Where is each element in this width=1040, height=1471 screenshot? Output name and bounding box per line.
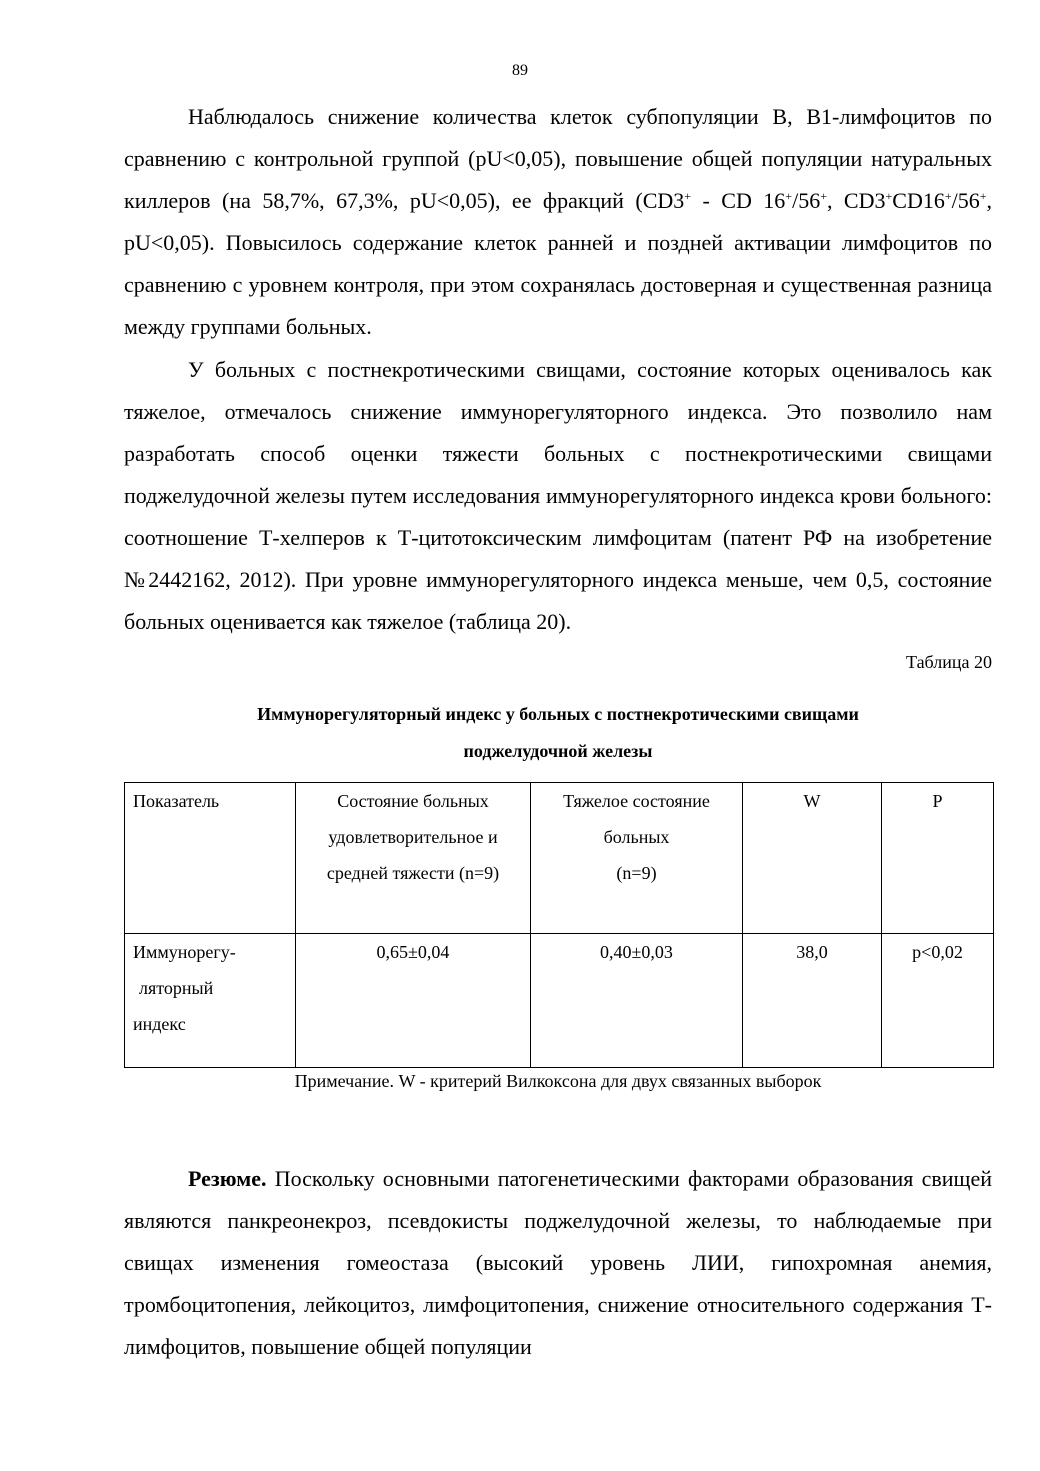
table-title-line-2: поджелудочной железы <box>463 741 653 761</box>
paragraph-1-block <box>124 96 992 348</box>
header-cell-text: удовлетворительное и <box>328 827 498 847</box>
header-cell-text: больных <box>603 827 670 847</box>
paragraph-1-text-e: CD16 <box>892 188 945 213</box>
table-caption: Таблица 20 <box>906 652 992 672</box>
superscript-plus: + <box>885 189 893 203</box>
paragraph-1-text-c: /56 <box>792 188 821 213</box>
table-header-row <box>125 783 994 934</box>
table-note: Примечание. W - критерий Вилкоксона для двух связанных выборок <box>294 1071 822 1091</box>
header-cell-indicator: Показатель <box>125 783 296 934</box>
row-cell-text: индекс <box>133 1014 186 1034</box>
paragraph-2-block <box>124 349 992 643</box>
row-cell-indicator <box>125 934 296 1068</box>
paragraph-1-text-a: Наблюдалось снижение количества клеток субпопуляции В, В1-лимфоцитов по сравнению с контрольной группой (pU<0,05), повышение общей популяции натуральных киллеров (на 58,7%, 67,3%, pU<0,05), ее фракций (CD3 <box>124 104 992 213</box>
superscript-plus: + <box>785 189 793 203</box>
resume-label: Резюме. <box>188 1166 267 1191</box>
header-cell-p: P <box>882 783 994 934</box>
header-cell-text: Состояние больных <box>337 791 489 811</box>
paragraph-1-text-b: - CD 16 <box>691 188 786 213</box>
header-cell-text: (n=9) <box>616 863 657 883</box>
table-title-line-1: Иммунорегуляторный индекс у больных с постнекротическими свищами <box>257 704 859 724</box>
superscript-plus: + <box>944 189 952 203</box>
header-cell-text: средней тяжести (n=9) <box>326 863 500 883</box>
header-cell-severe <box>531 783 743 934</box>
row-cell-p: p<0,02 <box>882 934 994 1068</box>
superscript-plus: + <box>820 189 827 203</box>
paragraph-2: У больных с постнекротическими свищами, состояние которых оценивалось как тяжелое, отмечалось снижение иммунорегуляторного индекса. Это позволило нам разработать способ оценки тяжести больных с постнекротическими свищами поджелудочной железы путем исследования иммунорегуляторного индекса крови больного: соотношение Т-хелперов к Т-цитотоксическим лимфоцитам (патент РФ на изобретение №2442162, 2012). При уровне иммунорегуляторного индекса меньше, чем 0,5, состояние больных оценивается как тяжелое (таблица 20). <box>124 357 992 634</box>
data-table <box>124 782 994 1068</box>
header-cell-satisfactory <box>296 783 531 934</box>
paragraph-1-text-g: , pU<0,05). Повысилось содержание клеток ранней и поздней активации лимфоцитов по сравнению с уровнем контроля, при этом сохранялась достоверная и существенная разница между группами больных. <box>124 188 993 339</box>
superscript-plus: + <box>979 189 987 203</box>
row-cell-severe: 0,40±0,03 <box>531 934 743 1068</box>
resume-text: Поскольку основными патогенетическими факторами образования свищей являются панкреонекроз, псевдокисты поджелудочной железы, то наблюдаемые при свищах изменения гомеостаза (высокий уровень ЛИИ, гипохромная анемия, тромбоцитопения, лейкоцитоз, лимфоцитопения, снижение относительного содержания Т-лимфоцитов, повышение общей популяции <box>124 1166 992 1359</box>
table-row <box>125 934 994 1068</box>
resume-paragraph <box>124 1158 992 1368</box>
header-cell-text: Тяжелое состояние <box>563 791 710 811</box>
superscript-plus: + <box>684 189 692 203</box>
paragraph-1-text-d: , CD3 <box>826 188 886 213</box>
row-cell-text: ляторный <box>139 978 214 998</box>
paragraph-1-text-f: /56 <box>951 188 980 213</box>
resume-block <box>124 1158 992 1368</box>
header-cell-w: W <box>743 783 882 934</box>
paragraph-1 <box>124 96 992 348</box>
row-cell-w: 38,0 <box>743 934 882 1068</box>
row-cell-satisfactory: 0,65±0,04 <box>296 934 531 1068</box>
table-title <box>124 696 992 770</box>
row-cell-text: Иммунорегу- <box>133 942 236 962</box>
page-number: 89 <box>512 62 528 79</box>
